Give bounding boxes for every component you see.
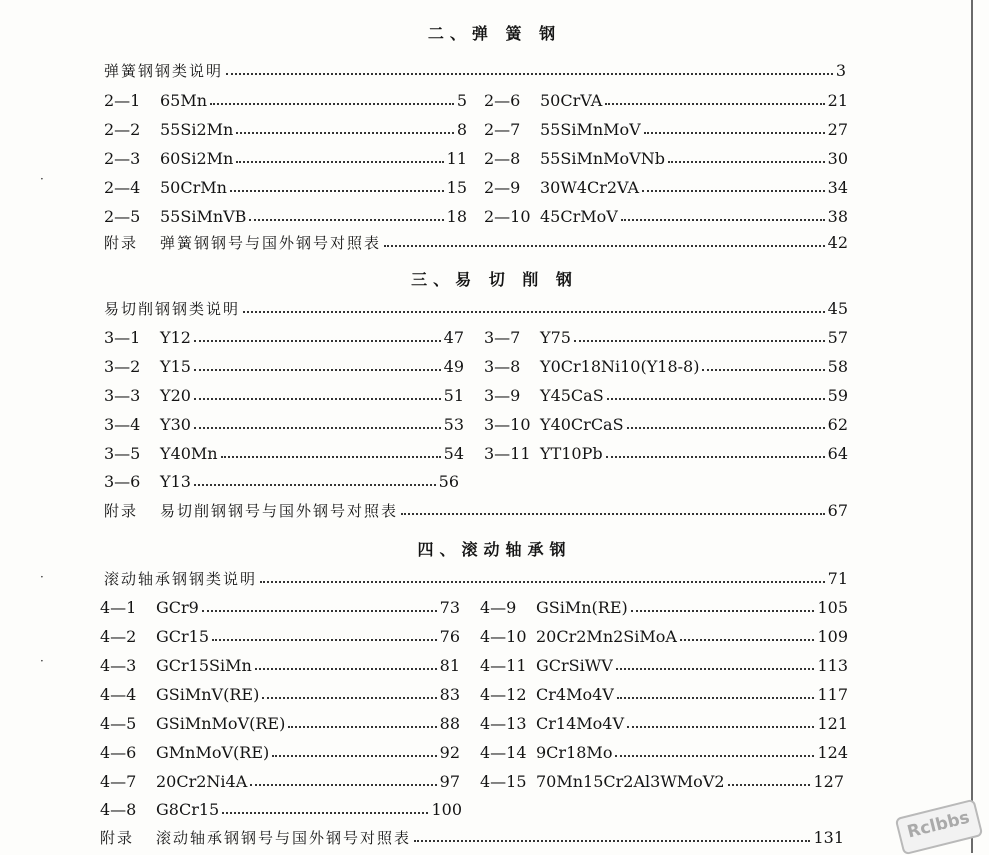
page-number: 131 <box>813 828 844 847</box>
entry-name: Y15 <box>160 357 191 376</box>
toc-row <box>0 682 989 708</box>
entry-number: 4—6 <box>100 743 137 762</box>
dot-leader <box>616 668 815 670</box>
entry-number: 3—6 <box>104 472 141 491</box>
entry-name: GMnMoV(RE) <box>156 743 270 762</box>
entry-name: GSiMn(RE) <box>536 598 628 617</box>
toc-entry[interactable] <box>100 653 460 679</box>
entry-number: 3—4 <box>104 415 141 434</box>
entry-name: GCr9 <box>156 598 199 617</box>
entry-number: 4—8 <box>100 800 137 819</box>
entry-name: Y40CrCaS <box>540 415 624 434</box>
toc-row <box>0 412 989 438</box>
dot-leader <box>194 369 441 371</box>
toc-row <box>0 146 989 172</box>
entry-number: 4—10 <box>480 627 527 646</box>
entry-number: 4—13 <box>480 714 527 733</box>
entry-name: YT10Pb <box>540 444 603 463</box>
dot-leader <box>668 161 825 163</box>
toc-entry[interactable] <box>104 204 467 230</box>
entry-name: 20Cr2Ni4A <box>156 772 248 791</box>
entry-number: 3—11 <box>484 444 531 463</box>
entry-name: GCrSiWV <box>536 656 613 675</box>
page-number: 38 <box>827 207 848 226</box>
page-number: 117 <box>817 685 848 704</box>
page-number: 45 <box>827 299 848 318</box>
toc-row <box>0 175 989 201</box>
toc-row <box>0 354 989 380</box>
toc-entry[interactable] <box>484 412 848 438</box>
page-number: 5 <box>456 91 467 110</box>
toc-entry[interactable] <box>484 146 848 172</box>
page-number: 30 <box>827 149 848 168</box>
entry-name: 50CrVA <box>540 91 603 110</box>
entry-name: 30W4Cr2VA <box>540 178 640 197</box>
dot-leader <box>194 398 441 400</box>
margin-speck: · <box>40 172 44 186</box>
toc-entry[interactable] <box>104 441 464 467</box>
entry-number: 2—10 <box>484 207 531 226</box>
dot-leader <box>222 812 428 814</box>
dot-leader <box>210 103 454 105</box>
dot-leader <box>627 726 814 728</box>
entry-number: 2—5 <box>104 207 141 226</box>
entry-number: 2—1 <box>104 91 141 110</box>
page-number: 56 <box>438 472 459 491</box>
section-title-spring-steel: 二、弹 簧 钢 <box>427 24 562 43</box>
entry-name: GCr15 <box>156 627 210 646</box>
entry-name: Y0Cr18Ni10(Y18-8) <box>540 357 700 376</box>
entry-label: 易切削钢钢类说明 <box>104 300 241 318</box>
entry-number: 4—15 <box>480 772 527 791</box>
entry-number: 3—3 <box>104 386 141 405</box>
dot-leader <box>607 398 825 400</box>
entry-name: Y20 <box>160 386 191 405</box>
toc-row <box>0 769 989 795</box>
entry-number: 3—8 <box>484 357 521 376</box>
dot-leader <box>202 610 437 612</box>
entry-name: 9Cr18Mo <box>536 743 613 762</box>
toc-entry[interactable] <box>480 769 844 795</box>
page-number: 47 <box>443 328 464 347</box>
toc-row <box>0 204 989 230</box>
page-number: 71 <box>827 569 848 588</box>
entry-number: 4—7 <box>100 772 137 791</box>
toc-row <box>0 441 989 467</box>
entry-name: Y13 <box>160 472 191 491</box>
entry-number: 3—2 <box>104 357 141 376</box>
page-number: 100 <box>431 800 462 819</box>
page-number: 53 <box>443 415 464 434</box>
dot-leader <box>414 840 810 842</box>
toc-entry[interactable] <box>104 325 464 351</box>
page-number: 51 <box>443 386 464 405</box>
dot-leader <box>574 340 825 342</box>
dot-leader <box>243 311 825 313</box>
entry-name: 55SiMnMoVNb <box>540 149 665 168</box>
page-number: 83 <box>439 685 460 704</box>
entry-number: 2—2 <box>104 120 141 139</box>
toc-entry[interactable] <box>100 740 460 766</box>
entry-number: 4—14 <box>480 743 527 762</box>
page-number: 54 <box>443 444 464 463</box>
entry-name: Y40Mn <box>160 444 218 463</box>
toc-appendix-free-cutting-steel[interactable] <box>0 498 989 524</box>
page-number: 57 <box>827 328 848 347</box>
dot-leader <box>644 132 825 134</box>
dot-leader <box>236 132 454 134</box>
dot-leader <box>194 484 436 486</box>
entry-number: 2—4 <box>104 178 141 197</box>
toc-entry[interactable] <box>100 711 460 737</box>
entry-name: 65Mn <box>160 91 208 110</box>
entry-number: 4—9 <box>480 598 517 617</box>
entry-label: 易切削钢钢号与国外钢号对照表 <box>160 502 399 520</box>
page-number: 113 <box>817 656 848 675</box>
page-number: 59 <box>827 386 848 405</box>
page-number: 81 <box>439 656 460 675</box>
appendix-prefix: 附录 <box>100 829 135 847</box>
toc-appendix-bearing-steel[interactable] <box>0 825 989 851</box>
toc-entry[interactable] <box>104 146 467 172</box>
toc-row <box>0 325 989 351</box>
page-number: 49 <box>443 357 464 376</box>
toc-entry[interactable] <box>484 325 848 351</box>
entry-name: Cr4Mo4V <box>536 685 614 704</box>
entry-number: 3—5 <box>104 444 141 463</box>
page-number: 67 <box>827 501 848 520</box>
dot-leader <box>627 427 825 429</box>
page-number: 124 <box>817 743 848 762</box>
toc-entry[interactable] <box>484 354 848 380</box>
entry-name: 55SiMnVB <box>160 207 247 226</box>
entry-name: GSiMnV(RE) <box>156 685 260 704</box>
toc-entry[interactable] <box>100 769 460 795</box>
dot-leader <box>615 755 814 757</box>
dot-leader <box>194 340 441 342</box>
toc-entry[interactable] <box>104 412 464 438</box>
dot-leader <box>702 369 824 371</box>
toc-intro-bearing-steel[interactable] <box>0 566 989 592</box>
page-number: 76 <box>439 627 460 646</box>
page-number: 58 <box>827 357 848 376</box>
entry-number: 4—2 <box>100 627 137 646</box>
entry-number: 2—6 <box>484 91 521 110</box>
entry-number: 4—12 <box>480 685 527 704</box>
page-number: 15 <box>446 178 467 197</box>
entry-number: 4—1 <box>100 598 137 617</box>
toc-intro-spring-steel[interactable] <box>0 58 989 84</box>
page-number: 97 <box>439 772 460 791</box>
toc-entry[interactable] <box>480 740 848 766</box>
toc-entry[interactable] <box>100 595 460 621</box>
entry-name: 55Si2Mn <box>160 120 234 139</box>
dot-leader <box>272 755 436 757</box>
dot-leader <box>621 219 825 221</box>
toc-entry[interactable] <box>484 175 848 201</box>
page-number: 109 <box>817 627 848 646</box>
dot-leader <box>194 427 441 429</box>
toc-row <box>0 469 989 495</box>
toc-entry[interactable] <box>484 441 848 467</box>
toc-entry[interactable] <box>484 204 848 230</box>
page-number: 92 <box>439 743 460 762</box>
entry-number: 4—3 <box>100 656 137 675</box>
dot-leader <box>605 103 824 105</box>
dot-leader <box>606 456 825 458</box>
toc-entry[interactable] <box>100 797 462 823</box>
dot-leader <box>617 697 815 699</box>
entry-label: 滚动轴承钢钢号与国外钢号对照表 <box>156 829 412 847</box>
page-number: 27 <box>827 120 848 139</box>
entry-name: Y45CaS <box>540 386 604 405</box>
dot-leader <box>226 73 833 75</box>
entry-name: Cr14Mo4V <box>536 714 624 733</box>
dot-leader <box>401 513 825 515</box>
entry-number: 3—10 <box>484 415 531 434</box>
dot-leader <box>249 219 443 221</box>
page-number: 73 <box>439 598 460 617</box>
page-number: 62 <box>827 415 848 434</box>
toc-row <box>0 653 989 679</box>
entry-name: GSiMnMoV(RE) <box>156 714 286 733</box>
margin-speck: · <box>40 570 44 584</box>
entry-number: 3—1 <box>104 328 141 347</box>
margin-speck: · <box>40 654 44 668</box>
entry-name: 45CrMoV <box>540 207 618 226</box>
toc-row <box>0 88 989 114</box>
entry-number: 4—4 <box>100 685 137 704</box>
entry-name: 55SiMnMoV <box>540 120 641 139</box>
page-number: 8 <box>456 120 467 139</box>
entry-name: Y30 <box>160 415 191 434</box>
entry-number: 3—7 <box>484 328 521 347</box>
watermark-stamp: Rclbbs <box>895 799 984 855</box>
toc-entry[interactable] <box>104 88 467 114</box>
entry-name: Y75 <box>540 328 571 347</box>
toc-entry[interactable] <box>104 354 464 380</box>
entry-number: 4—5 <box>100 714 137 733</box>
dot-leader <box>631 610 815 612</box>
toc-row <box>0 595 989 621</box>
page-number: 18 <box>446 207 467 226</box>
toc-entry[interactable] <box>480 653 848 679</box>
dot-leader <box>728 784 811 786</box>
toc-entry[interactable] <box>104 117 467 143</box>
toc-entry[interactable] <box>480 682 848 708</box>
section-title-free-cutting-steel: 三、易 切 削 钢 <box>411 270 578 289</box>
toc-entry[interactable] <box>104 469 459 495</box>
page-number: 64 <box>827 444 848 463</box>
toc-entry[interactable] <box>100 624 460 650</box>
page-number: 105 <box>817 598 848 617</box>
entry-label: 滚动轴承钢钢类说明 <box>104 570 258 588</box>
toc-appendix-spring-steel[interactable] <box>0 230 989 256</box>
dot-leader <box>642 190 825 192</box>
page-number: 88 <box>439 714 460 733</box>
dot-leader <box>236 161 443 163</box>
toc-entry[interactable] <box>484 383 848 409</box>
page-number: 42 <box>827 233 848 252</box>
toc-entry[interactable] <box>104 175 467 201</box>
entry-label: 弹簧钢钢号与国外钢号对照表 <box>160 234 382 252</box>
entry-number: 2—8 <box>484 149 521 168</box>
entry-label: 弹簧钢钢类说明 <box>104 62 224 80</box>
toc-entry[interactable] <box>104 383 464 409</box>
dot-leader <box>384 245 825 247</box>
toc-row <box>0 117 989 143</box>
entry-name: 70Mn15Cr2Al3WMoV2 <box>536 772 725 791</box>
page-number: 127 <box>813 772 844 791</box>
appendix-prefix: 附录 <box>104 234 139 252</box>
toc-row <box>0 624 989 650</box>
toc-row <box>0 740 989 766</box>
dot-leader <box>288 726 436 728</box>
dot-leader <box>262 697 436 699</box>
entry-name: G8Cr15 <box>156 800 220 819</box>
entry-number: 4—11 <box>480 656 527 675</box>
toc-row <box>0 383 989 409</box>
entry-number: 3—9 <box>484 386 521 405</box>
dot-leader <box>255 668 437 670</box>
dot-leader <box>212 639 437 641</box>
toc-entry[interactable] <box>484 88 848 114</box>
toc-row <box>0 797 989 823</box>
page-number: 34 <box>827 178 848 197</box>
entry-name: Y12 <box>160 328 191 347</box>
page-number: 3 <box>835 61 846 80</box>
entry-name: 60Si2Mn <box>160 149 234 168</box>
entry-name: GCr15SiMn <box>156 656 252 675</box>
toc-entry[interactable] <box>484 117 848 143</box>
entry-number: 2—7 <box>484 120 521 139</box>
toc-row <box>0 711 989 737</box>
toc-entry[interactable] <box>480 595 848 621</box>
page-number: 21 <box>827 91 848 110</box>
toc-entry[interactable] <box>100 682 460 708</box>
page-number: 11 <box>446 149 467 168</box>
entry-name: 50CrMn <box>160 178 227 197</box>
dot-leader <box>250 784 436 786</box>
dot-leader <box>230 190 444 192</box>
dot-leader <box>260 581 825 583</box>
appendix-prefix: 附录 <box>104 502 139 520</box>
toc-intro-free-cutting-steel[interactable] <box>0 296 989 322</box>
entry-number: 2—3 <box>104 149 141 168</box>
entry-number: 2—9 <box>484 178 521 197</box>
section-title-bearing-steel: 四、滚动轴承钢 <box>417 540 572 559</box>
toc-entry[interactable] <box>480 624 848 650</box>
entry-name: 20Cr2Mn2SiMoA <box>536 627 677 646</box>
dot-leader <box>221 456 441 458</box>
page-number: 121 <box>817 714 848 733</box>
dot-leader <box>680 639 815 641</box>
toc-entry[interactable] <box>480 711 848 737</box>
